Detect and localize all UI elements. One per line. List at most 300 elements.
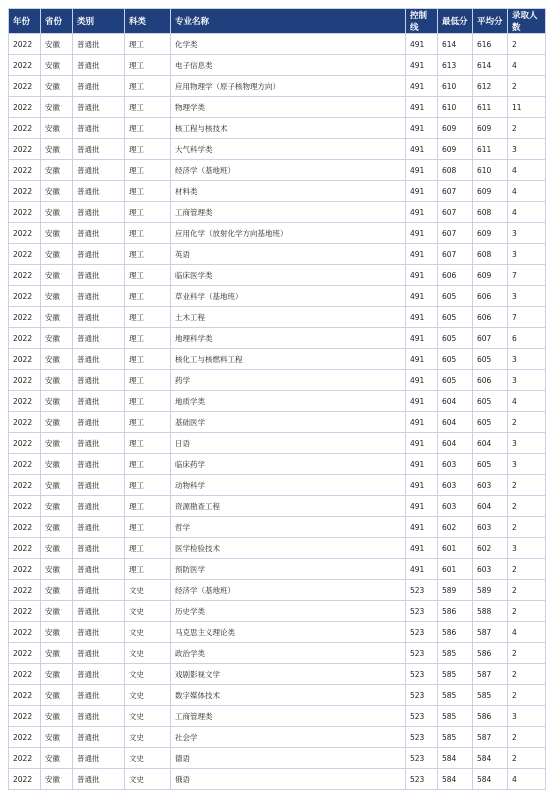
avg-score-cell: 587 bbox=[473, 727, 508, 748]
major-name-cell: 电子信息类 bbox=[171, 55, 406, 76]
admitted-count-cell: 3 bbox=[508, 454, 546, 475]
min-score-cell: 607 bbox=[438, 202, 473, 223]
admitted-count-cell: 3 bbox=[508, 538, 546, 559]
control-line-cell: 491 bbox=[406, 286, 438, 307]
province-header: 省份 bbox=[41, 9, 73, 34]
province-cell: 安徽 bbox=[41, 706, 73, 727]
batch-cell: 普通批 bbox=[73, 181, 125, 202]
min-score-cell: 584 bbox=[438, 748, 473, 769]
min-score-cell: 585 bbox=[438, 664, 473, 685]
admitted-count-cell: 2 bbox=[508, 727, 546, 748]
table-row bbox=[9, 601, 546, 622]
min-score-cell: 585 bbox=[438, 727, 473, 748]
admitted-count-cell: 4 bbox=[508, 622, 546, 643]
table-row bbox=[9, 181, 546, 202]
admitted-count-cell: 7 bbox=[508, 265, 546, 286]
table-row bbox=[9, 475, 546, 496]
batch-cell: 普通批 bbox=[73, 307, 125, 328]
province-cell: 安徽 bbox=[41, 139, 73, 160]
admitted-count-header: 录取人数 bbox=[508, 9, 546, 34]
table-row bbox=[9, 412, 546, 433]
control-line-cell: 491 bbox=[406, 139, 438, 160]
province-cell: 安徽 bbox=[41, 748, 73, 769]
subject-type-cell: 理工 bbox=[125, 202, 171, 223]
year-cell: 2022 bbox=[9, 496, 41, 517]
table-row bbox=[9, 433, 546, 454]
province-cell: 安徽 bbox=[41, 601, 73, 622]
year-cell: 2022 bbox=[9, 202, 41, 223]
major-name-cell: 核化工与核燃料工程 bbox=[171, 349, 406, 370]
min-score-cell: 585 bbox=[438, 685, 473, 706]
year-header: 年份 bbox=[9, 9, 41, 34]
control-line-cell: 523 bbox=[406, 664, 438, 685]
batch-cell: 普通批 bbox=[73, 223, 125, 244]
year-cell: 2022 bbox=[9, 160, 41, 181]
subject-type-cell: 理工 bbox=[125, 370, 171, 391]
table-row bbox=[9, 223, 546, 244]
avg-score-cell: 603 bbox=[473, 475, 508, 496]
avg-score-cell: 605 bbox=[473, 349, 508, 370]
control-line-cell: 523 bbox=[406, 769, 438, 790]
avg-score-cell: 603 bbox=[473, 559, 508, 580]
table-row bbox=[9, 97, 546, 118]
table-row bbox=[9, 202, 546, 223]
admitted-count-cell: 4 bbox=[508, 769, 546, 790]
province-cell: 安徽 bbox=[41, 496, 73, 517]
year-cell: 2022 bbox=[9, 55, 41, 76]
table-row bbox=[9, 349, 546, 370]
province-cell: 安徽 bbox=[41, 55, 73, 76]
subject-type-cell: 理工 bbox=[125, 76, 171, 97]
subject-type-cell: 理工 bbox=[125, 307, 171, 328]
admitted-count-cell: 3 bbox=[508, 706, 546, 727]
control-line-cell: 491 bbox=[406, 118, 438, 139]
min-score-cell: 585 bbox=[438, 643, 473, 664]
province-cell: 安徽 bbox=[41, 727, 73, 748]
province-cell: 安徽 bbox=[41, 412, 73, 433]
admission-scores-table-container bbox=[8, 8, 545, 790]
min-score-cell: 607 bbox=[438, 244, 473, 265]
subject-type-cell: 文史 bbox=[125, 643, 171, 664]
min-score-cell: 603 bbox=[438, 454, 473, 475]
year-cell: 2022 bbox=[9, 139, 41, 160]
batch-cell: 普通批 bbox=[73, 328, 125, 349]
major-name-cell: 马克思主义理论类 bbox=[171, 622, 406, 643]
year-cell: 2022 bbox=[9, 391, 41, 412]
major-name-cell: 化学类 bbox=[171, 34, 406, 55]
admitted-count-cell: 4 bbox=[508, 181, 546, 202]
admitted-count-cell: 2 bbox=[508, 664, 546, 685]
subject-type-cell: 理工 bbox=[125, 475, 171, 496]
min-score-cell: 586 bbox=[438, 601, 473, 622]
province-cell: 安徽 bbox=[41, 559, 73, 580]
province-cell: 安徽 bbox=[41, 181, 73, 202]
control-line-cell: 491 bbox=[406, 496, 438, 517]
province-cell: 安徽 bbox=[41, 244, 73, 265]
admitted-count-cell: 2 bbox=[508, 685, 546, 706]
admitted-count-cell: 2 bbox=[508, 475, 546, 496]
province-cell: 安徽 bbox=[41, 223, 73, 244]
subject-type-cell: 理工 bbox=[125, 139, 171, 160]
year-cell: 2022 bbox=[9, 328, 41, 349]
province-cell: 安徽 bbox=[41, 307, 73, 328]
subject-type-cell: 理工 bbox=[125, 349, 171, 370]
year-cell: 2022 bbox=[9, 97, 41, 118]
admitted-count-cell: 3 bbox=[508, 223, 546, 244]
year-cell: 2022 bbox=[9, 76, 41, 97]
avg-score-cell: 608 bbox=[473, 202, 508, 223]
major-name-cell: 经济学（基地班） bbox=[171, 160, 406, 181]
control-line-cell: 491 bbox=[406, 97, 438, 118]
admitted-count-cell: 3 bbox=[508, 244, 546, 265]
province-cell: 安徽 bbox=[41, 391, 73, 412]
batch-cell: 普通批 bbox=[73, 454, 125, 475]
subject-type-cell: 理工 bbox=[125, 286, 171, 307]
major-name-cell: 地质学类 bbox=[171, 391, 406, 412]
province-cell: 安徽 bbox=[41, 265, 73, 286]
min-score-cell: 606 bbox=[438, 265, 473, 286]
min-score-cell: 605 bbox=[438, 328, 473, 349]
table-row bbox=[9, 727, 546, 748]
subject-type-cell: 理工 bbox=[125, 55, 171, 76]
subject-type-cell: 理工 bbox=[125, 391, 171, 412]
avg-score-cell: 587 bbox=[473, 622, 508, 643]
admitted-count-cell: 2 bbox=[508, 601, 546, 622]
province-cell: 安徽 bbox=[41, 769, 73, 790]
subject-type-cell: 理工 bbox=[125, 517, 171, 538]
control-line-cell: 523 bbox=[406, 748, 438, 769]
year-cell: 2022 bbox=[9, 559, 41, 580]
batch-cell: 普通批 bbox=[73, 349, 125, 370]
avg-score-cell: 589 bbox=[473, 580, 508, 601]
major-name-cell: 俄语 bbox=[171, 769, 406, 790]
table-row bbox=[9, 517, 546, 538]
avg-score-cell: 604 bbox=[473, 496, 508, 517]
subject-type-cell: 文史 bbox=[125, 706, 171, 727]
admitted-count-cell: 2 bbox=[508, 76, 546, 97]
control-line-cell: 491 bbox=[406, 76, 438, 97]
avg-score-cell: 605 bbox=[473, 454, 508, 475]
batch-cell: 普通批 bbox=[73, 559, 125, 580]
min-score-cell: 604 bbox=[438, 391, 473, 412]
year-cell: 2022 bbox=[9, 433, 41, 454]
admitted-count-cell: 2 bbox=[508, 517, 546, 538]
major-name-cell: 资源勘查工程 bbox=[171, 496, 406, 517]
subject-type-cell: 理工 bbox=[125, 223, 171, 244]
major-name-cell: 土木工程 bbox=[171, 307, 406, 328]
batch-cell: 普通批 bbox=[73, 664, 125, 685]
major-name-cell: 地理科学类 bbox=[171, 328, 406, 349]
min-score-cell: 604 bbox=[438, 412, 473, 433]
min-score-cell: 605 bbox=[438, 349, 473, 370]
table-row bbox=[9, 139, 546, 160]
avg-score-cell: 606 bbox=[473, 286, 508, 307]
control-line-cell: 491 bbox=[406, 55, 438, 76]
year-cell: 2022 bbox=[9, 769, 41, 790]
batch-cell: 普通批 bbox=[73, 412, 125, 433]
year-cell: 2022 bbox=[9, 223, 41, 244]
admitted-count-cell: 4 bbox=[508, 160, 546, 181]
subject-type-cell: 理工 bbox=[125, 496, 171, 517]
major-name-cell: 政治学类 bbox=[171, 643, 406, 664]
admitted-count-cell: 2 bbox=[508, 748, 546, 769]
subject-type-cell: 理工 bbox=[125, 538, 171, 559]
batch-cell: 普通批 bbox=[73, 118, 125, 139]
table-row bbox=[9, 370, 546, 391]
avg-score-header: 平均分 bbox=[473, 9, 508, 34]
year-cell: 2022 bbox=[9, 34, 41, 55]
table-row bbox=[9, 265, 546, 286]
major-name-header: 专业名称 bbox=[171, 9, 406, 34]
year-cell: 2022 bbox=[9, 664, 41, 685]
table-row bbox=[9, 286, 546, 307]
year-cell: 2022 bbox=[9, 643, 41, 664]
year-cell: 2022 bbox=[9, 454, 41, 475]
control-line-cell: 491 bbox=[406, 244, 438, 265]
control-line-cell: 523 bbox=[406, 580, 438, 601]
subject-type-cell: 理工 bbox=[125, 181, 171, 202]
table-row bbox=[9, 118, 546, 139]
batch-cell: 普通批 bbox=[73, 685, 125, 706]
min-score-cell: 607 bbox=[438, 223, 473, 244]
avg-score-cell: 608 bbox=[473, 244, 508, 265]
table-row bbox=[9, 664, 546, 685]
province-cell: 安徽 bbox=[41, 643, 73, 664]
batch-cell: 普通批 bbox=[73, 475, 125, 496]
major-name-cell: 经济学（基地班） bbox=[171, 580, 406, 601]
province-cell: 安徽 bbox=[41, 160, 73, 181]
control-line-cell: 491 bbox=[406, 160, 438, 181]
admitted-count-cell: 4 bbox=[508, 55, 546, 76]
batch-cell: 普通批 bbox=[73, 643, 125, 664]
min-score-cell: 603 bbox=[438, 496, 473, 517]
admitted-count-cell: 2 bbox=[508, 559, 546, 580]
control-line-cell: 491 bbox=[406, 223, 438, 244]
control-line-cell: 491 bbox=[406, 202, 438, 223]
table-row bbox=[9, 643, 546, 664]
admitted-count-cell: 3 bbox=[508, 370, 546, 391]
major-name-cell: 戏剧影视文学 bbox=[171, 664, 406, 685]
admitted-count-cell: 2 bbox=[508, 118, 546, 139]
batch-cell: 普通批 bbox=[73, 433, 125, 454]
min-score-cell: 586 bbox=[438, 622, 473, 643]
table-row bbox=[9, 55, 546, 76]
batch-cell: 普通批 bbox=[73, 34, 125, 55]
avg-score-cell: 616 bbox=[473, 34, 508, 55]
avg-score-cell: 612 bbox=[473, 76, 508, 97]
min-score-cell: 609 bbox=[438, 118, 473, 139]
province-cell: 安徽 bbox=[41, 286, 73, 307]
subject-type-cell: 文史 bbox=[125, 727, 171, 748]
table-row bbox=[9, 76, 546, 97]
major-name-cell: 草业科学（基地班） bbox=[171, 286, 406, 307]
batch-cell: 普通批 bbox=[73, 97, 125, 118]
province-cell: 安徽 bbox=[41, 349, 73, 370]
avg-score-cell: 603 bbox=[473, 517, 508, 538]
subject-type-cell: 理工 bbox=[125, 160, 171, 181]
major-name-cell: 英语 bbox=[171, 244, 406, 265]
min-score-cell: 605 bbox=[438, 370, 473, 391]
table-row bbox=[9, 496, 546, 517]
admitted-count-cell: 2 bbox=[508, 34, 546, 55]
batch-cell: 普通批 bbox=[73, 286, 125, 307]
province-cell: 安徽 bbox=[41, 454, 73, 475]
avg-score-cell: 609 bbox=[473, 181, 508, 202]
avg-score-cell: 610 bbox=[473, 160, 508, 181]
min-score-cell: 603 bbox=[438, 475, 473, 496]
min-score-cell: 589 bbox=[438, 580, 473, 601]
year-cell: 2022 bbox=[9, 349, 41, 370]
control-line-cell: 491 bbox=[406, 328, 438, 349]
batch-cell: 普通批 bbox=[73, 580, 125, 601]
batch-cell: 普通批 bbox=[73, 496, 125, 517]
batch-cell: 普通批 bbox=[73, 706, 125, 727]
avg-score-cell: 606 bbox=[473, 307, 508, 328]
admitted-count-cell: 7 bbox=[508, 307, 546, 328]
admitted-count-cell: 3 bbox=[508, 286, 546, 307]
subject-type-cell: 文史 bbox=[125, 580, 171, 601]
major-name-cell: 临床药学 bbox=[171, 454, 406, 475]
subject-type-cell: 理工 bbox=[125, 454, 171, 475]
year-cell: 2022 bbox=[9, 622, 41, 643]
province-cell: 安徽 bbox=[41, 580, 73, 601]
batch-cell: 普通批 bbox=[73, 727, 125, 748]
subject-type-cell: 理工 bbox=[125, 433, 171, 454]
avg-score-cell: 614 bbox=[473, 55, 508, 76]
avg-score-cell: 605 bbox=[473, 412, 508, 433]
province-cell: 安徽 bbox=[41, 475, 73, 496]
min-score-cell: 605 bbox=[438, 286, 473, 307]
year-cell: 2022 bbox=[9, 727, 41, 748]
subject-type-header: 科类 bbox=[125, 9, 171, 34]
control-line-cell: 491 bbox=[406, 265, 438, 286]
table-row bbox=[9, 748, 546, 769]
admitted-count-cell: 11 bbox=[508, 97, 546, 118]
year-cell: 2022 bbox=[9, 685, 41, 706]
major-name-cell: 应用物理学（原子核物理方向） bbox=[171, 76, 406, 97]
year-cell: 2022 bbox=[9, 370, 41, 391]
admitted-count-cell: 3 bbox=[508, 433, 546, 454]
admitted-count-cell: 3 bbox=[508, 139, 546, 160]
year-cell: 2022 bbox=[9, 244, 41, 265]
subject-type-cell: 理工 bbox=[125, 118, 171, 139]
control-line-cell: 491 bbox=[406, 559, 438, 580]
batch-cell: 普通批 bbox=[73, 202, 125, 223]
province-cell: 安徽 bbox=[41, 685, 73, 706]
control-line-cell: 491 bbox=[406, 538, 438, 559]
major-name-cell: 社会学 bbox=[171, 727, 406, 748]
year-cell: 2022 bbox=[9, 265, 41, 286]
year-cell: 2022 bbox=[9, 475, 41, 496]
min-score-header: 最低分 bbox=[438, 9, 473, 34]
avg-score-cell: 604 bbox=[473, 433, 508, 454]
control-line-cell: 491 bbox=[406, 391, 438, 412]
province-cell: 安徽 bbox=[41, 664, 73, 685]
province-cell: 安徽 bbox=[41, 538, 73, 559]
batch-cell: 普通批 bbox=[73, 391, 125, 412]
control-line-cell: 523 bbox=[406, 727, 438, 748]
table-body bbox=[9, 34, 546, 790]
table-row bbox=[9, 580, 546, 601]
batch-cell: 普通批 bbox=[73, 244, 125, 265]
avg-score-cell: 586 bbox=[473, 643, 508, 664]
table-row bbox=[9, 538, 546, 559]
batch-cell: 普通批 bbox=[73, 748, 125, 769]
control-line-cell: 491 bbox=[406, 34, 438, 55]
avg-score-cell: 611 bbox=[473, 139, 508, 160]
min-score-cell: 604 bbox=[438, 433, 473, 454]
table-row bbox=[9, 328, 546, 349]
province-cell: 安徽 bbox=[41, 118, 73, 139]
subject-type-cell: 理工 bbox=[125, 244, 171, 265]
year-cell: 2022 bbox=[9, 748, 41, 769]
batch-header: 类别 bbox=[73, 9, 125, 34]
batch-cell: 普通批 bbox=[73, 370, 125, 391]
province-cell: 安徽 bbox=[41, 202, 73, 223]
control-line-cell: 491 bbox=[406, 181, 438, 202]
subject-type-cell: 理工 bbox=[125, 265, 171, 286]
major-name-cell: 德语 bbox=[171, 748, 406, 769]
major-name-cell: 动物科学 bbox=[171, 475, 406, 496]
year-cell: 2022 bbox=[9, 706, 41, 727]
table-header-row bbox=[9, 9, 546, 34]
table-row bbox=[9, 454, 546, 475]
table-row bbox=[9, 34, 546, 55]
min-score-cell: 613 bbox=[438, 55, 473, 76]
year-cell: 2022 bbox=[9, 307, 41, 328]
admission-scores-table bbox=[8, 8, 546, 790]
province-cell: 安徽 bbox=[41, 517, 73, 538]
province-cell: 安徽 bbox=[41, 97, 73, 118]
major-name-cell: 物理学类 bbox=[171, 97, 406, 118]
table-row bbox=[9, 706, 546, 727]
min-score-cell: 610 bbox=[438, 97, 473, 118]
avg-score-cell: 607 bbox=[473, 328, 508, 349]
avg-score-cell: 609 bbox=[473, 223, 508, 244]
subject-type-cell: 文史 bbox=[125, 622, 171, 643]
control-line-cell: 523 bbox=[406, 643, 438, 664]
major-name-cell: 临床医学类 bbox=[171, 265, 406, 286]
subject-type-cell: 理工 bbox=[125, 412, 171, 433]
major-name-cell: 医学检验技术 bbox=[171, 538, 406, 559]
year-cell: 2022 bbox=[9, 118, 41, 139]
table-row bbox=[9, 622, 546, 643]
year-cell: 2022 bbox=[9, 286, 41, 307]
table-row bbox=[9, 244, 546, 265]
control-line-cell: 523 bbox=[406, 601, 438, 622]
avg-score-cell: 587 bbox=[473, 664, 508, 685]
major-name-cell: 历史学类 bbox=[171, 601, 406, 622]
subject-type-cell: 文史 bbox=[125, 664, 171, 685]
control-line-cell: 491 bbox=[406, 412, 438, 433]
avg-score-cell: 588 bbox=[473, 601, 508, 622]
subject-type-cell: 文史 bbox=[125, 601, 171, 622]
major-name-cell: 哲学 bbox=[171, 517, 406, 538]
major-name-cell: 材料类 bbox=[171, 181, 406, 202]
table-row bbox=[9, 559, 546, 580]
province-cell: 安徽 bbox=[41, 370, 73, 391]
major-name-cell: 基础医学 bbox=[171, 412, 406, 433]
subject-type-cell: 理工 bbox=[125, 328, 171, 349]
year-cell: 2022 bbox=[9, 181, 41, 202]
avg-score-cell: 602 bbox=[473, 538, 508, 559]
major-name-cell: 工商管理类 bbox=[171, 706, 406, 727]
batch-cell: 普通批 bbox=[73, 76, 125, 97]
admitted-count-cell: 2 bbox=[508, 496, 546, 517]
subject-type-cell: 理工 bbox=[125, 97, 171, 118]
major-name-cell: 大气科学类 bbox=[171, 139, 406, 160]
admitted-count-cell: 4 bbox=[508, 202, 546, 223]
